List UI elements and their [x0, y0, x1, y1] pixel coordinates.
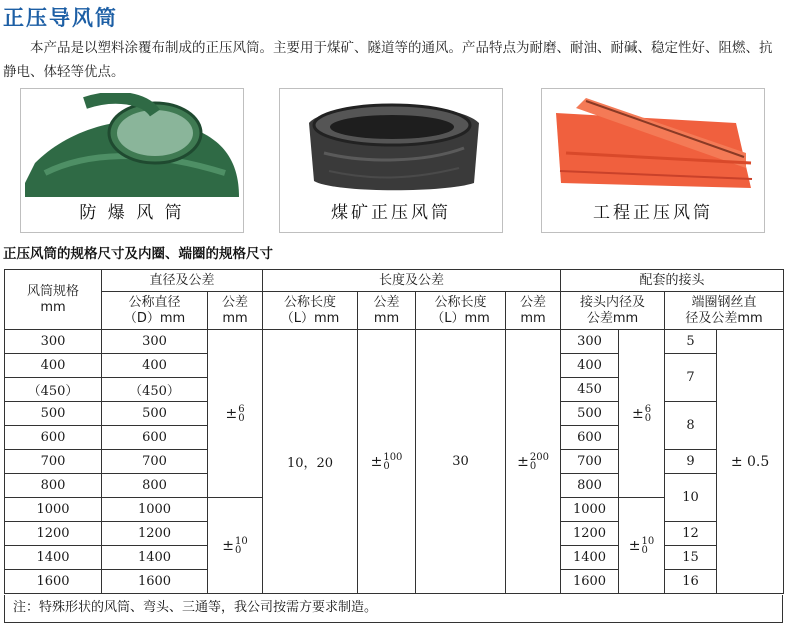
diameter-cell: 400	[102, 354, 208, 378]
joint-tolerance-large	[619, 498, 665, 594]
spec-header	[5, 270, 102, 330]
end-ring-header	[665, 292, 784, 330]
diameter-cell: 1000	[102, 498, 208, 522]
tolerance-label: 公差	[222, 294, 249, 310]
joint-cell: 600	[561, 426, 619, 450]
product-card-coal-mine	[279, 88, 503, 233]
wire-cell: 15	[665, 546, 717, 570]
diameter-cell: 1400	[102, 546, 208, 570]
tolerance-label: 公差	[373, 294, 400, 310]
spec-cell: 600	[5, 426, 102, 450]
tolerance-lower: 0	[529, 460, 537, 472]
spec-cell: 1200	[5, 522, 102, 546]
spec-header-unit: mm	[40, 299, 66, 315]
tolerance-upper: 100	[383, 451, 403, 463]
page-title: 正压导风筒	[3, 6, 118, 30]
plus-minus: ±	[370, 453, 383, 470]
length-tolerance-1	[358, 330, 416, 594]
joint-cell: 500	[561, 402, 619, 426]
diameter-cell: （450）	[102, 378, 208, 402]
diameter-cell: 1600	[102, 570, 208, 594]
nominal-length-label: 公称长度	[284, 294, 337, 310]
joint-cell: 1200	[561, 522, 619, 546]
nominal-diameter-label: 公称直径	[128, 294, 181, 310]
nominal-diameter-header	[102, 292, 208, 330]
spec-cell: 700	[5, 450, 102, 474]
nominal-length-unit: （L）mm	[431, 310, 490, 326]
nominal-diameter-unit: （D）mm	[123, 310, 186, 326]
joint-cell: 300	[561, 330, 619, 354]
spec-cell: 1600	[5, 570, 102, 594]
wire-cell: 9	[665, 450, 717, 474]
plus-minus: ±	[517, 453, 529, 470]
spec-table	[4, 269, 784, 594]
diameter-cell: 600	[102, 426, 208, 450]
joint-cell: 450	[561, 378, 619, 402]
diameter-cell: 800	[102, 474, 208, 498]
length-tolerance-2	[506, 330, 561, 594]
nominal-length-unit: （L）mm	[280, 310, 340, 326]
length-tolerance-header-1	[358, 292, 416, 330]
wire-tolerance: ± 0.5	[717, 330, 784, 594]
length-tolerance-header-2	[506, 292, 561, 330]
joint-inner-header	[561, 292, 665, 330]
tolerance-lower: 0	[383, 460, 390, 472]
diameter-tolerance-small	[208, 330, 263, 498]
product-caption: 煤矿正压风筒	[331, 203, 451, 223]
diameter-cell: 300	[102, 330, 208, 354]
joint-cell: 800	[561, 474, 619, 498]
diameter-group-header: 直径及公差	[102, 270, 263, 292]
tolerance-lower: 0	[641, 544, 648, 556]
joint-inner-unit: 公差mm	[586, 310, 639, 326]
tolerance-upper: 6	[238, 403, 245, 415]
tolerance-upper: 200	[529, 451, 549, 463]
table-title: 正压风筒的规格尺寸及内圈、端圈的规格尺寸	[3, 246, 273, 262]
length-value-2: 30	[416, 330, 506, 594]
joint-cell: 700	[561, 450, 619, 474]
joint-group-header: 配套的接头	[561, 270, 784, 292]
tolerance-upper: 10	[235, 535, 248, 547]
length-group-header: 长度及公差	[263, 270, 561, 292]
plus-minus: ±	[225, 405, 238, 422]
diameter-tolerance-header	[208, 292, 263, 330]
product-card-explosion-proof	[20, 88, 244, 233]
end-ring-label: 端圈钢丝直	[691, 294, 757, 310]
spec-header-label: 风筒规格	[26, 283, 79, 299]
length-value-1: 10，20	[263, 330, 358, 594]
spec-cell: （450）	[5, 378, 102, 402]
product-photo-explosion-proof	[25, 93, 239, 197]
tolerance-unit: mm	[222, 310, 248, 326]
joint-cell: 1400	[561, 546, 619, 570]
joint-inner-label: 接头内径及	[580, 294, 646, 310]
table-note: 注：特殊形状的风筒、弯头、三通等，我公司按需方要求制造。	[4, 595, 783, 623]
nominal-length-header-1	[263, 292, 358, 330]
spec-cell: 400	[5, 354, 102, 378]
joint-cell: 400	[561, 354, 619, 378]
product-caption: 防 爆 风 筒	[79, 203, 185, 223]
tolerance-lower: 0	[235, 544, 242, 556]
nominal-length-label: 公称长度	[434, 294, 487, 310]
nominal-length-header-2	[416, 292, 506, 330]
tolerance-lower: 0	[644, 412, 652, 424]
spec-cell: 800	[5, 474, 102, 498]
joint-tolerance-small	[619, 330, 665, 498]
tolerance-upper: 10	[641, 535, 655, 547]
product-card-engineering	[541, 88, 765, 233]
joint-cell: 1000	[561, 498, 619, 522]
wire-cell: 7	[665, 354, 717, 402]
diameter-tolerance-large	[208, 498, 263, 594]
product-photo-coal-mine	[284, 93, 498, 197]
wire-cell: 5	[665, 330, 717, 354]
wire-cell: 8	[665, 402, 717, 450]
end-ring-unit: 径及公差mm	[685, 310, 763, 326]
spec-cell: 300	[5, 330, 102, 354]
spec-cell: 500	[5, 402, 102, 426]
wire-cell: 10	[665, 474, 717, 522]
joint-cell: 1600	[561, 570, 619, 594]
tolerance-lower: 0	[238, 412, 245, 424]
product-caption: 工程正压风筒	[593, 203, 713, 223]
tolerance-upper: 6	[644, 403, 652, 415]
spec-cell: 1000	[5, 498, 102, 522]
tolerance-unit: mm	[373, 310, 400, 326]
wire-cell: 16	[665, 570, 717, 594]
tolerance-label: 公差	[520, 294, 547, 310]
product-photo-engineering	[546, 93, 760, 197]
plus-minus: ±	[631, 405, 644, 422]
diameter-cell: 500	[102, 402, 208, 426]
plus-minus: ±	[628, 537, 641, 554]
tolerance-unit: mm	[520, 310, 546, 326]
wire-cell: 12	[665, 522, 717, 546]
spec-cell: 1400	[5, 546, 102, 570]
plus-minus: ±	[222, 537, 234, 554]
diameter-cell: 700	[102, 450, 208, 474]
intro-paragraph: 本产品是以塑料涂覆布制成的正压风筒。主要用于煤矿、隧道等的通风。产品特点为耐磨、耐油、耐碱、稳定性好、阻燃、抗静电、体轻等优点。	[3, 40, 773, 80]
diameter-cell: 1200	[102, 522, 208, 546]
